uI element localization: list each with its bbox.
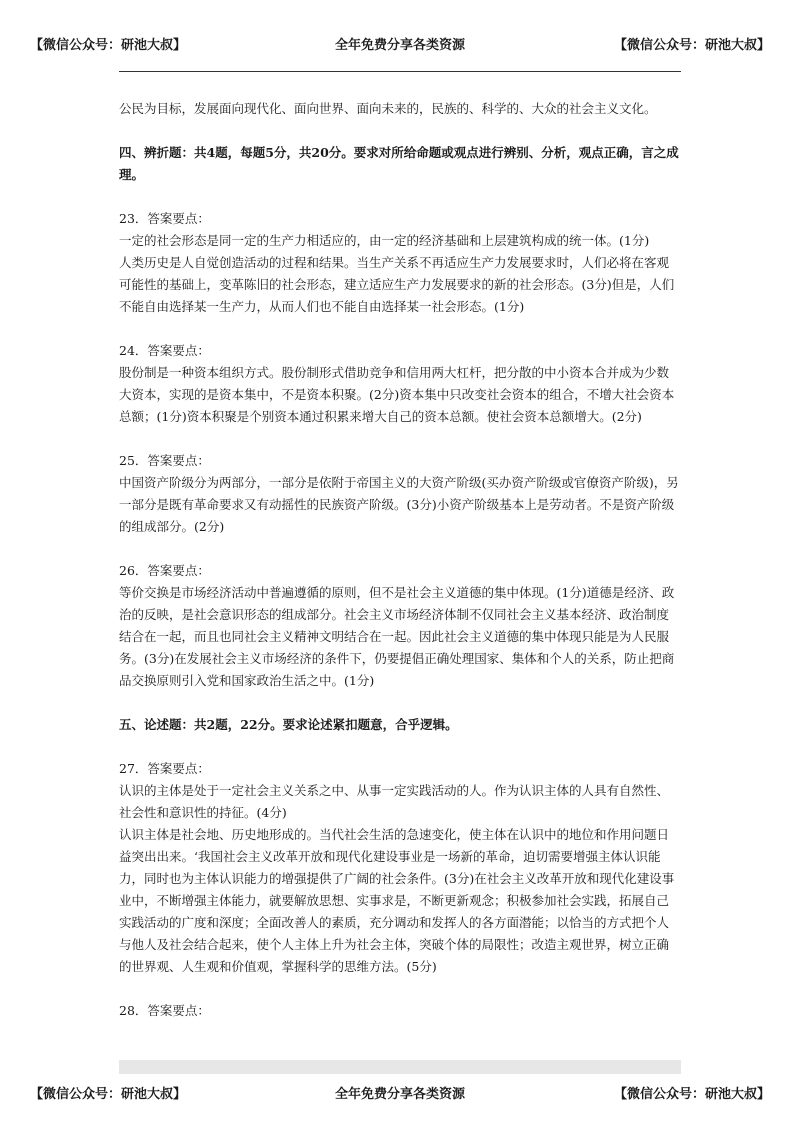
footer-right-text: 【微信公众号：研池大叔】 (613, 1087, 770, 1102)
section-4-heading: 四、辨折题：共4题，每题5分，共20分。要求对所给命题或观点进行辨别、分析，观点正确，言之成理。 (119, 145, 679, 182)
q23-paragraph-2: 人类历史是人自觉创造活动的过程和结果。当生产关系不再适应生产力发展要求时，人们必将在客观可能性的基础上，变革陈旧的社会形态，建立适应生产力发展要求的新的社会形态。(3分)但是，人们不能自由选择某一生产力，从而人们也不能自由选择某一社会形态。(1分) (119, 255, 675, 314)
q25-title: 25．答案要点： (119, 453, 210, 468)
q24-paragraph-1: 股份制是一种资本组织方式。股份制形式借助竞争和信用两大杠杆，把分散的中小资本合并成为少数大资本，实现的是资本集中，不是资本积聚。(2分)资本集中只改变社会资本的组合，不增大社会资本总额；(1分)资本积聚是个别资本通过积累来增大自己的资本总额。使社会资本总额增大。(2分) (119, 365, 675, 424)
q23-title: 23．答案要点： (119, 211, 210, 226)
q25-paragraph-1: 中国资产阶级分为两部分，一部分是依附于帝国主义的大资产阶级(买办资产阶级或官僚资产阶级)，另一部分是既有革命要求又有动摇性的民族资产阶级。(3分)小资产阶级基本上是劳动者。不是资产阶级的组成部分。(2分) (119, 475, 679, 534)
q24-title: 24．答案要点： (119, 343, 210, 358)
page-content (119, 98, 681, 1022)
header-left-text: 【微信公众号：研池大叔】 (30, 38, 187, 53)
q23-paragraph-1: 一定的社会形态是同一定的生产力相适应的，由一定的经济基础和上层建筑构成的统一体。(1分) (119, 233, 650, 248)
q26-paragraph-1: 等价交换是市场经济活动中普遍遵循的原则，但不是社会主义道德的集中体现。(1分)道德是经济、政治的反映，是社会意识形态的组成部分。社会主义市场经济体制不仅同社会主义基本经济、政治制度结合在一起，而且也同社会主义精神文明结合在一起。因此社会主义道德的集中体现只能是为人民服务。(3分)在发展社会主义市场经济的条件下，仍要提倡正确处理国家、集体和个人的关系，防止把商品交换原则引入党和国家政治生活之中。(1分) (119, 585, 675, 688)
q27-paragraph-2: 认识主体是社会地、历史地形成的。当代社会生活的急速变化，使主体在认识中的地位和作用问题日益突出出来。‘我国社会主义改革开放和现代化建设事业是一场新的革命，迫切需要增强主体认识能力，同时也为主体认识能力的增强提供了广阔的社会条件。(3分)在社会主义改革开放和现代化建设事业中，不断增强主体能力，就要解放思想、实事求是，不断更新观念；积极参加社会实践，拓展自己实践活动的广度和深度；全面改善人的素质，充分调动和发挥人的各方面潜能；以恰当的方式把个人与他人及社会结合起来，使个人主体上升为社会主体，突破个体的局限性；改造主观世界，树立正确的世界观、人生观和价值观，掌握科学的思维方法。(5分) (119, 827, 675, 974)
q26-title: 26．答案要点： (119, 563, 210, 578)
q27-title: 27．答案要点： (119, 761, 210, 776)
header-rule (119, 71, 681, 72)
footer-shade-bar (119, 1060, 681, 1074)
header-center-text: 全年免费分享各类资源 (334, 38, 465, 53)
q27-paragraph-1: 认识的主体是处于一定社会主义关系之中、从事一定实践活动的人。作为认识主体的人具有自然性、社会性和意识性的持征。(4分) (119, 783, 670, 820)
header-right-text: 【微信公众号：研池大叔】 (613, 38, 770, 53)
intro-paragraph: 公民为目标，发展面向现代化、面向世界、面向未来的，民族的、科学的、大众的社会主义文化。 (119, 101, 657, 116)
section-5-heading: 五、论述题：共2题，22分。要求论述紧扣题意，合乎逻辑。 (119, 717, 458, 732)
q28-title: 28．答案要点： (119, 1003, 210, 1018)
footer-left-text: 【微信公众号：研池大叔】 (30, 1087, 187, 1102)
footer-center-text: 全年免费分享各类资源 (334, 1087, 465, 1102)
